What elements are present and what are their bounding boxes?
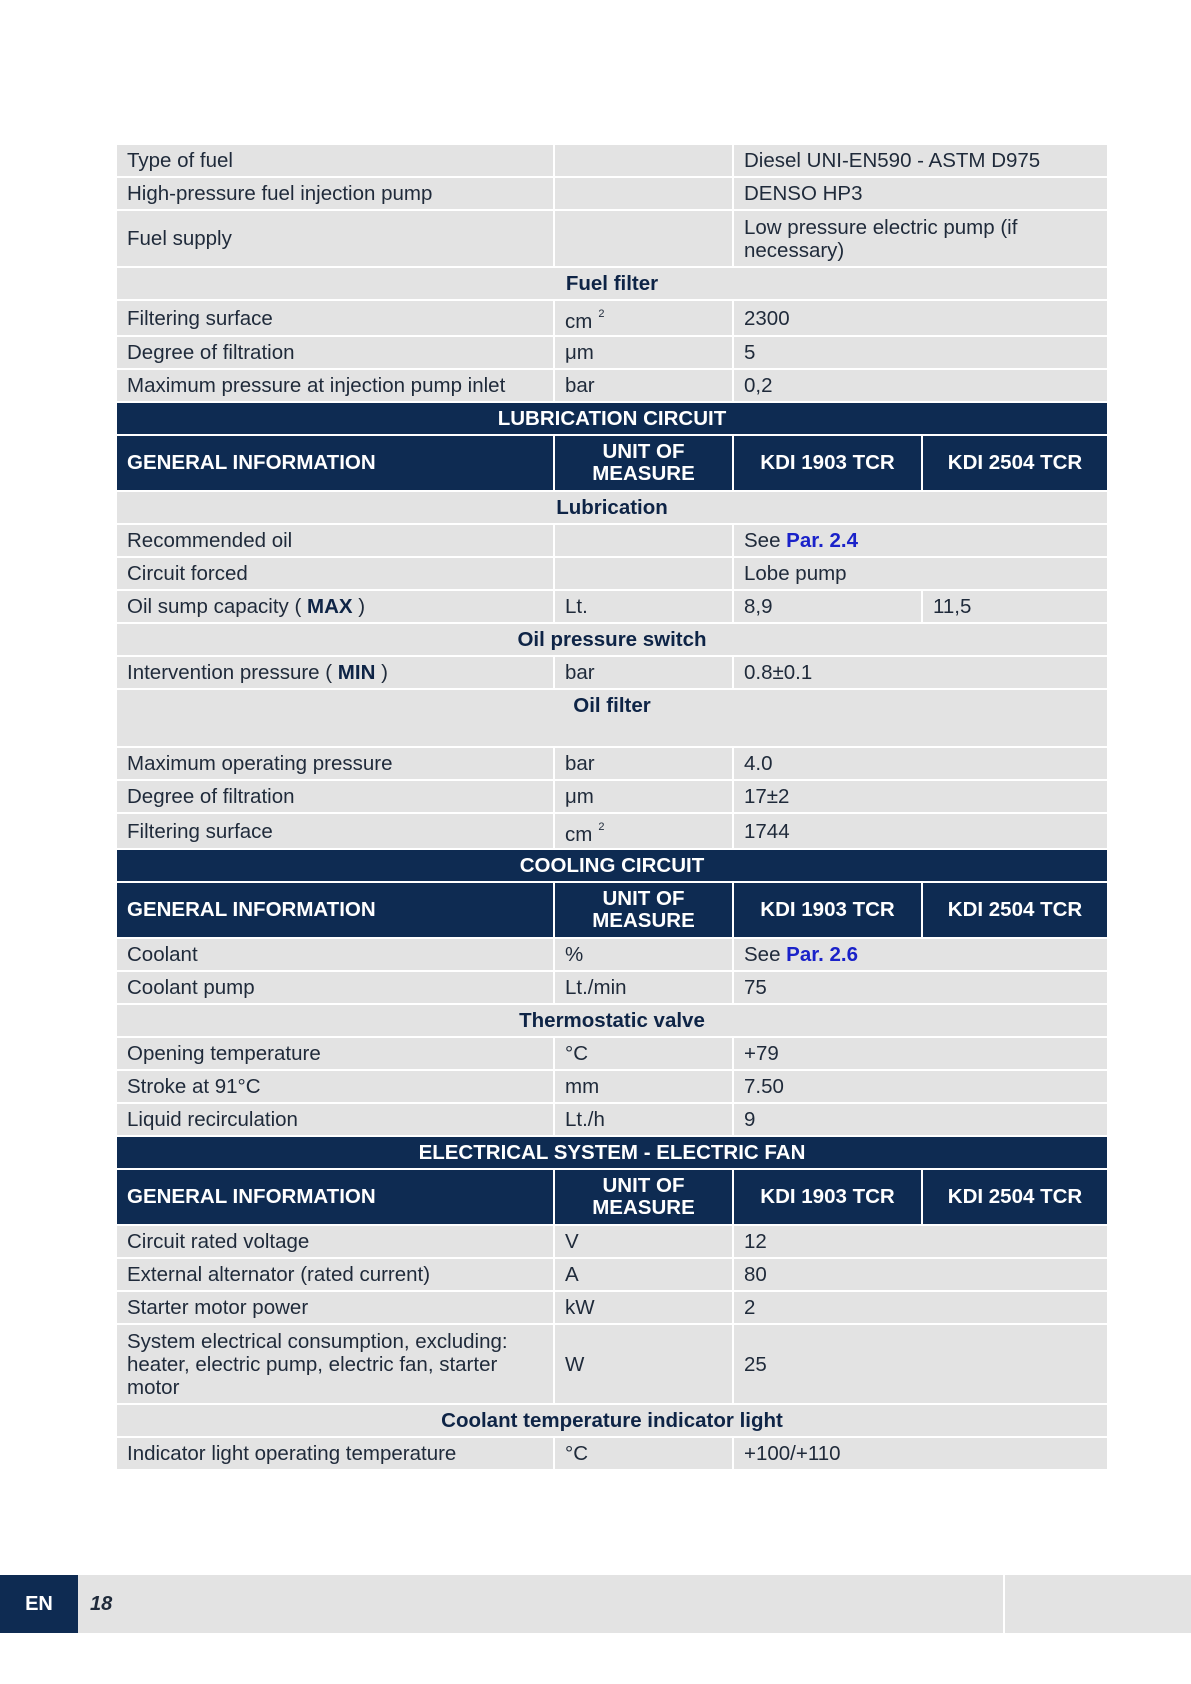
header-model-1: KDI 1903 TCR: [733, 435, 922, 491]
table-row: [116, 1437, 1108, 1470]
row-value: 5: [733, 336, 1108, 369]
row-label: Maximum pressure at injection pump inlet: [116, 369, 554, 402]
row-value: DENSO HP3: [733, 177, 1108, 210]
subsection-row: [116, 689, 1108, 747]
section-band-row: [116, 1136, 1108, 1169]
row-label: [116, 590, 554, 623]
row-label: Coolant pump: [116, 971, 554, 1004]
label-suffix: ): [352, 595, 366, 618]
row-unit: bar: [554, 369, 733, 402]
unit-text: cm: [565, 310, 593, 333]
row-unit: mm: [554, 1070, 733, 1103]
table-row: [116, 813, 1108, 849]
table-row: [116, 1070, 1108, 1103]
header-general-information: GENERAL INFORMATION: [116, 882, 554, 938]
row-unit: Lt./min: [554, 971, 733, 1004]
table-row: [116, 1225, 1108, 1258]
row-value-model-1: 8,9: [733, 590, 922, 623]
page-number: 18: [90, 1592, 113, 1615]
row-label: Coolant: [116, 938, 554, 971]
row-unit: [554, 300, 733, 336]
specification-table: [115, 143, 1109, 1471]
row-value: [733, 938, 1108, 971]
row-value: [733, 524, 1108, 557]
row-unit: A: [554, 1258, 733, 1291]
header-general-information: GENERAL INFORMATION: [116, 435, 554, 491]
row-value: +100/+110: [733, 1437, 1108, 1470]
table-row: [116, 747, 1108, 780]
section-title-electrical: ELECTRICAL SYSTEM - ELECTRIC FAN: [116, 1136, 1108, 1169]
table-row: [116, 1324, 1108, 1404]
row-unit: bar: [554, 747, 733, 780]
header-model-1: KDI 1903 TCR: [733, 1169, 922, 1225]
subsection-title-fuel-filter: Fuel filter: [116, 267, 1108, 300]
header-model-1: KDI 1903 TCR: [733, 882, 922, 938]
row-value-model-2: 11,5: [922, 590, 1108, 623]
table-row: [116, 369, 1108, 402]
row-unit: μm: [554, 336, 733, 369]
row-label: Circuit rated voltage: [116, 1225, 554, 1258]
header-model-2: KDI 2504 TCR: [922, 435, 1108, 491]
row-value: 0.8±0.1: [733, 656, 1108, 689]
unit-text: cm: [565, 823, 593, 846]
row-unit: [554, 144, 733, 177]
row-value: 2: [733, 1291, 1108, 1324]
row-unit: Lt./h: [554, 1103, 733, 1136]
subsection-row: [116, 1004, 1108, 1037]
row-unit: [554, 813, 733, 849]
label-prefix: Intervention pressure (: [127, 661, 338, 684]
column-header-row: [116, 882, 1108, 938]
header-unit-of-measure: UNIT OF MEASURE: [554, 435, 733, 491]
row-value: 2300: [733, 300, 1108, 336]
table-row: [116, 590, 1108, 623]
row-unit: °C: [554, 1437, 733, 1470]
row-value: +79: [733, 1037, 1108, 1070]
row-unit: bar: [554, 656, 733, 689]
label-suffix: ): [375, 661, 388, 684]
row-value: 75: [733, 971, 1108, 1004]
row-label: Degree of filtration: [116, 780, 554, 813]
header-unit-of-measure: UNIT OF MEASURE: [554, 882, 733, 938]
header-unit-of-measure: UNIT OF MEASURE: [554, 1169, 733, 1225]
subsection-title-lubrication: Lubrication: [116, 491, 1108, 524]
row-value: 25: [733, 1324, 1108, 1404]
paragraph-link[interactable]: Par. 2.4: [786, 529, 858, 552]
row-value: Diesel UNI-EN590 - ASTM D975: [733, 144, 1108, 177]
table-row: [116, 210, 1108, 267]
table-row: [116, 144, 1108, 177]
row-label: Filtering surface: [116, 300, 554, 336]
section-title-cooling: COOLING CIRCUIT: [116, 849, 1108, 882]
column-header-row: [116, 1169, 1108, 1225]
table-row: [116, 1258, 1108, 1291]
table-row: [116, 1037, 1108, 1070]
header-general-information: GENERAL INFORMATION: [116, 1169, 554, 1225]
column-header-row: [116, 435, 1108, 491]
row-label: System electrical consumption, excluding: heater, electric pump, electric fan, starter motor: [116, 1324, 554, 1404]
table-row: [116, 971, 1108, 1004]
value-prefix: See: [744, 943, 787, 966]
label-prefix: Oil sump capacity (: [127, 595, 307, 618]
table-row: [116, 336, 1108, 369]
paragraph-link[interactable]: Par. 2.6: [786, 943, 858, 966]
unit-superscript: 2: [598, 821, 605, 833]
row-value: 12: [733, 1225, 1108, 1258]
row-value: 0,2: [733, 369, 1108, 402]
table-row: [116, 557, 1108, 590]
subsection-title-oil-pressure-switch: Oil pressure switch: [116, 623, 1108, 656]
language-badge: EN: [0, 1575, 78, 1633]
row-unit: μm: [554, 780, 733, 813]
row-label: External alternator (rated current): [116, 1258, 554, 1291]
subsection-title-indicator-light: Coolant temperature indicator light: [116, 1404, 1108, 1437]
row-unit: kW: [554, 1291, 733, 1324]
row-label: Stroke at 91°C: [116, 1070, 554, 1103]
row-label: [116, 656, 554, 689]
row-unit: Lt.: [554, 590, 733, 623]
subsection-row: [116, 267, 1108, 300]
row-value: Low pressure electric pump (if necessary): [733, 210, 1108, 267]
table-row: [116, 1291, 1108, 1324]
row-value: 17±2: [733, 780, 1108, 813]
row-unit: W: [554, 1324, 733, 1404]
row-value: 80: [733, 1258, 1108, 1291]
row-label: Degree of filtration: [116, 336, 554, 369]
subsection-row: [116, 491, 1108, 524]
row-value: 1744: [733, 813, 1108, 849]
row-value: 9: [733, 1103, 1108, 1136]
section-band-row: [116, 402, 1108, 435]
row-label: Fuel supply: [116, 210, 554, 267]
subsection-title-oil-filter: Oil filter: [116, 689, 1108, 747]
table-row: [116, 1103, 1108, 1136]
section-band-row: [116, 849, 1108, 882]
footer-divider: [1003, 1575, 1005, 1633]
row-unit: V: [554, 1225, 733, 1258]
row-label: Recommended oil: [116, 524, 554, 557]
row-unit: %: [554, 938, 733, 971]
header-model-2: KDI 2504 TCR: [922, 882, 1108, 938]
table-row: [116, 300, 1108, 336]
row-label: Filtering surface: [116, 813, 554, 849]
table-row: [116, 656, 1108, 689]
page-footer: [0, 1575, 1191, 1633]
row-label: Type of fuel: [116, 144, 554, 177]
row-unit: [554, 557, 733, 590]
table-row: [116, 938, 1108, 971]
label-emphasis: MAX: [307, 595, 353, 618]
row-label: Starter motor power: [116, 1291, 554, 1324]
row-unit: [554, 210, 733, 267]
row-label: High-pressure fuel injection pump: [116, 177, 554, 210]
unit-superscript: 2: [598, 308, 605, 320]
row-unit: °C: [554, 1037, 733, 1070]
row-label: Circuit forced: [116, 557, 554, 590]
label-emphasis: MIN: [337, 661, 376, 684]
table-row: [116, 524, 1108, 557]
table-row: [116, 177, 1108, 210]
value-prefix: See: [744, 529, 787, 552]
subsection-row: [116, 1404, 1108, 1437]
row-value: Lobe pump: [733, 557, 1108, 590]
row-label: Indicator light operating temperature: [116, 1437, 554, 1470]
section-title-lubrication: LUBRICATION CIRCUIT: [116, 402, 1108, 435]
row-label: Opening temperature: [116, 1037, 554, 1070]
row-label: Maximum operating pressure: [116, 747, 554, 780]
row-label: Liquid recirculation: [116, 1103, 554, 1136]
table-row: [116, 780, 1108, 813]
subsection-row: [116, 623, 1108, 656]
header-model-2: KDI 2504 TCR: [922, 1169, 1108, 1225]
subsection-title-thermostatic-valve: Thermostatic valve: [116, 1004, 1108, 1037]
row-unit: [554, 177, 733, 210]
row-unit: [554, 524, 733, 557]
row-value: 7.50: [733, 1070, 1108, 1103]
row-value: 4.0: [733, 747, 1108, 780]
